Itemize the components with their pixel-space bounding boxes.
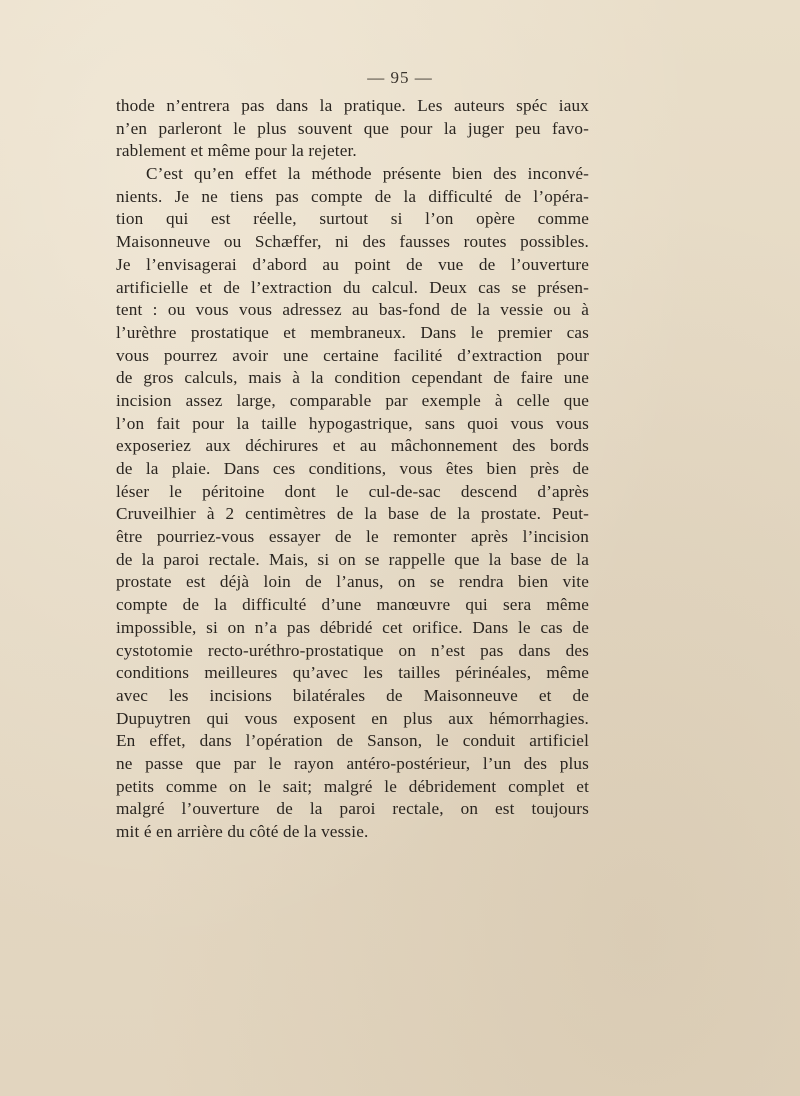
text-line: l’urèthre prostatique et membraneux. Dans le premier cas [116, 322, 589, 342]
text-line: de la plaie. Dans ces conditions, vous êtes bien près de [116, 459, 589, 478]
text-line: avec les incisions bilatérales de Maisonneuve et de [116, 685, 589, 705]
body-text [116, 95, 589, 844]
text-line: compte de la difficulté d’une manœuvre qui sera même [116, 595, 589, 615]
text-line: cystotomie recto-uréthro-prostatique on n’est pas dans des [116, 640, 589, 660]
text-line: petits comme on le sait; malgré le débridement complet et [116, 776, 589, 796]
text-line: de gros calculs, mais à la condition cependant de faire une [116, 368, 589, 388]
text-line: être pourriez-vous essayer de le remonter après l’incision [116, 527, 589, 547]
text-line: tent : ou vous vous adressez au bas-fond de la vessie ou à [116, 300, 589, 320]
text-line: prostate est déjà loin de l’anus, on se rendra bien vite [116, 572, 589, 592]
text-line: Cruveilhier à 2 centimètres de la base de la prostate. Peut- [116, 504, 589, 524]
text-line: nients. Je ne tiens pas compte de la difficulté de l’opéra- [116, 186, 589, 206]
text-line: exposeriez aux déchirures et au mâchonnement des bords [116, 436, 589, 456]
text-line: mit é en arrière du côté de la vessie. [116, 822, 369, 841]
text-line: tion qui est réelle, surtout si l’on opère comme [116, 209, 589, 229]
text-line: ne passe que par le rayon antéro-postérieur, l’un des plus [116, 753, 589, 773]
text-line: vous pourrez avoir une certaine facilité d’extraction pour [116, 345, 589, 365]
text-line: l’on fait pour la taille hypogastrique, sans quoi vous vous [116, 413, 589, 433]
text-line: artificielle et de l’extraction du calcul. Deux cas se présen- [116, 277, 589, 297]
text-line: En effet, dans l’opération de Sanson, le conduit artificiel [116, 731, 589, 751]
text-line: rablement et même pour la rejeter. [116, 141, 357, 161]
text-line: n’en parleront le plus souvent que pour la juger peu favo- [116, 118, 589, 138]
text-line: Maisonneuve ou Schæffer, ni des fausses routes possibles. [116, 232, 589, 252]
text-line: impossible, si on n’a pas débridé cet orifice. Dans le cas de [116, 617, 589, 637]
text-line: C’est qu’en effet la méthode présente bien des inconvé- [146, 164, 589, 184]
text-line: incision assez large, comparable par exemple à celle que [116, 390, 589, 410]
text-line: Je l’envisagerai d’abord au point de vue de l’ouverture [116, 254, 589, 274]
text-line: Dupuytren qui vous exposent en plus aux hémorrhagies. [116, 708, 589, 728]
text-line: conditions meilleures qu’avec les tailles périnéales, même [116, 663, 589, 683]
text-line: malgré l’ouverture de la paroi rectale, on est toujours [116, 799, 589, 819]
text-line: léser le péritoine dont le cul-de-sac descend d’après [116, 481, 589, 501]
text-line: thode n’entrera pas dans la pratique. Les auteurs spéc iaux [116, 96, 589, 115]
page-number: — 95 — [367, 68, 433, 87]
text-line: de la paroi rectale. Mais, si on se rappelle que la base de la [116, 549, 589, 569]
